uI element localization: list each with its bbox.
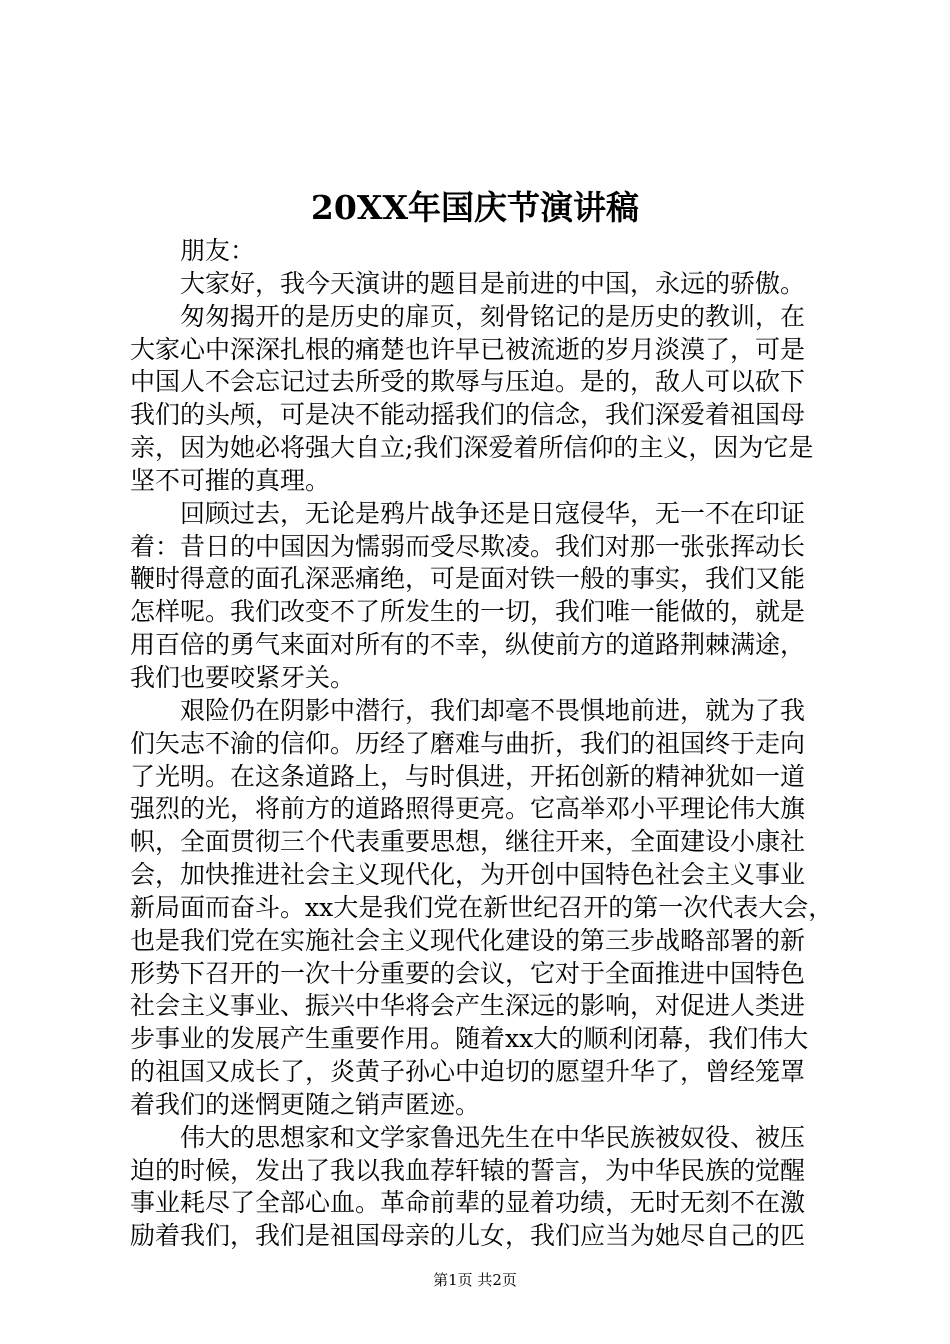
text-line: 帜，全面贯彻三个代表重要思想，继往开来，全面建设小康社 — [130, 827, 806, 857]
text-line: 了光明。在这条道路上，与时俱进，开拓创新的精神犹如一道 — [130, 761, 806, 791]
text-line: 回顾过去，无论是鸦片战争还是日寇侵华，无一不在印证 — [180, 498, 806, 528]
text-line: 励着我们，我们是祖国母亲的儿女，我们应当为她尽自己的匹 — [130, 1221, 806, 1251]
text-line: 事业耗尽了全部心血。革命前辈的显着功绩，无时无刻不在激 — [130, 1188, 806, 1218]
text-line: 用百倍的勇气来面对所有的不幸，纵使前方的道路荆棘满途， — [130, 630, 806, 660]
text-line: 强烈的光，将前方的道路照得更亮。它高举邓小平理论伟大旗 — [130, 794, 806, 824]
page-footer: 第1页 共2页 — [433, 1271, 517, 1289]
text-line: 的祖国又成长了，炎黄子孙心中迫切的愿望升华了，曾经笼罩 — [130, 1057, 806, 1087]
text-line: 我们也要咬紧牙关。 — [130, 662, 356, 692]
text-line: 大家心中深深扎根的痛楚也许早已被流逝的岁月淡漠了，可是 — [130, 334, 806, 364]
text-line: 步事业的发展产生重要作用。随着xx大的顺利闭幕，我们伟大 — [130, 1024, 809, 1054]
text-line: 鞭时得意的面孔深恶痛绝，可是面对铁一般的事实，我们又能 — [130, 564, 806, 594]
text-line: 艰险仍在阴影中潜行，我们却毫不畏惧地前进，就为了我 — [180, 695, 806, 725]
text-line: 着：昔日的中国因为懦弱而受尽欺凌。我们对那一张张挥动长 — [130, 531, 806, 561]
text-line: 们矢志不渝的信仰。历经了磨难与曲折，我们的祖国终于走向 — [130, 728, 806, 758]
text-line: 怎样呢。我们改变不了所发生的一切，我们唯一能做的，就是 — [130, 597, 806, 627]
text-line: 匆匆揭开的是历史的扉页，刻骨铭记的是历史的教训，在 — [180, 301, 806, 331]
text-line: 会，加快推进社会主义现代化，为开创中国特色社会主义事业 — [130, 860, 806, 890]
text-line: 形势下召开的一次十分重要的会议，它对于全面推进中国特色 — [130, 958, 806, 988]
text-line: 伟大的思想家和文学家鲁迅先生在中华民族被奴役、被压 — [180, 1122, 806, 1152]
text-line: 迫的时候，发出了我以我血荐轩辕的誓言，为中华民族的觉醒 — [130, 1155, 806, 1185]
text-line: 我们的头颅，可是决不能动摇我们的信念，我们深爱着祖国母 — [130, 400, 806, 430]
text-line: 也是我们党在实施社会主义现代化建设的第三步战略部署的新 — [130, 925, 806, 955]
text-line: 新局面而奋斗。xx大是我们党在新世纪召开的第一次代表大会， — [130, 892, 834, 922]
text-line: 坚不可摧的真理。 — [130, 465, 331, 495]
text-line: 亲，因为她必将强大自立;我们深爱着所信仰的主义，因为它是 — [130, 433, 814, 463]
text-line: 朋友： — [180, 236, 256, 265]
text-line: 社会主义事业、振兴中华将会产生深远的影响，对促进人类进 — [130, 991, 806, 1021]
text-line: 着我们的迷惘更随之销声匿迹。 — [130, 1089, 481, 1119]
document-body — [130, 235, 833, 1253]
text-line: 中国人不会忘记过去所受的欺辱与压迫。是的，敌人可以砍下 — [130, 367, 806, 397]
text-line: 大家好，我今天演讲的题目是前进的中国，永远的骄傲。 — [180, 268, 806, 298]
document-title: 20XX年国庆节演讲稿 — [310, 188, 640, 227]
